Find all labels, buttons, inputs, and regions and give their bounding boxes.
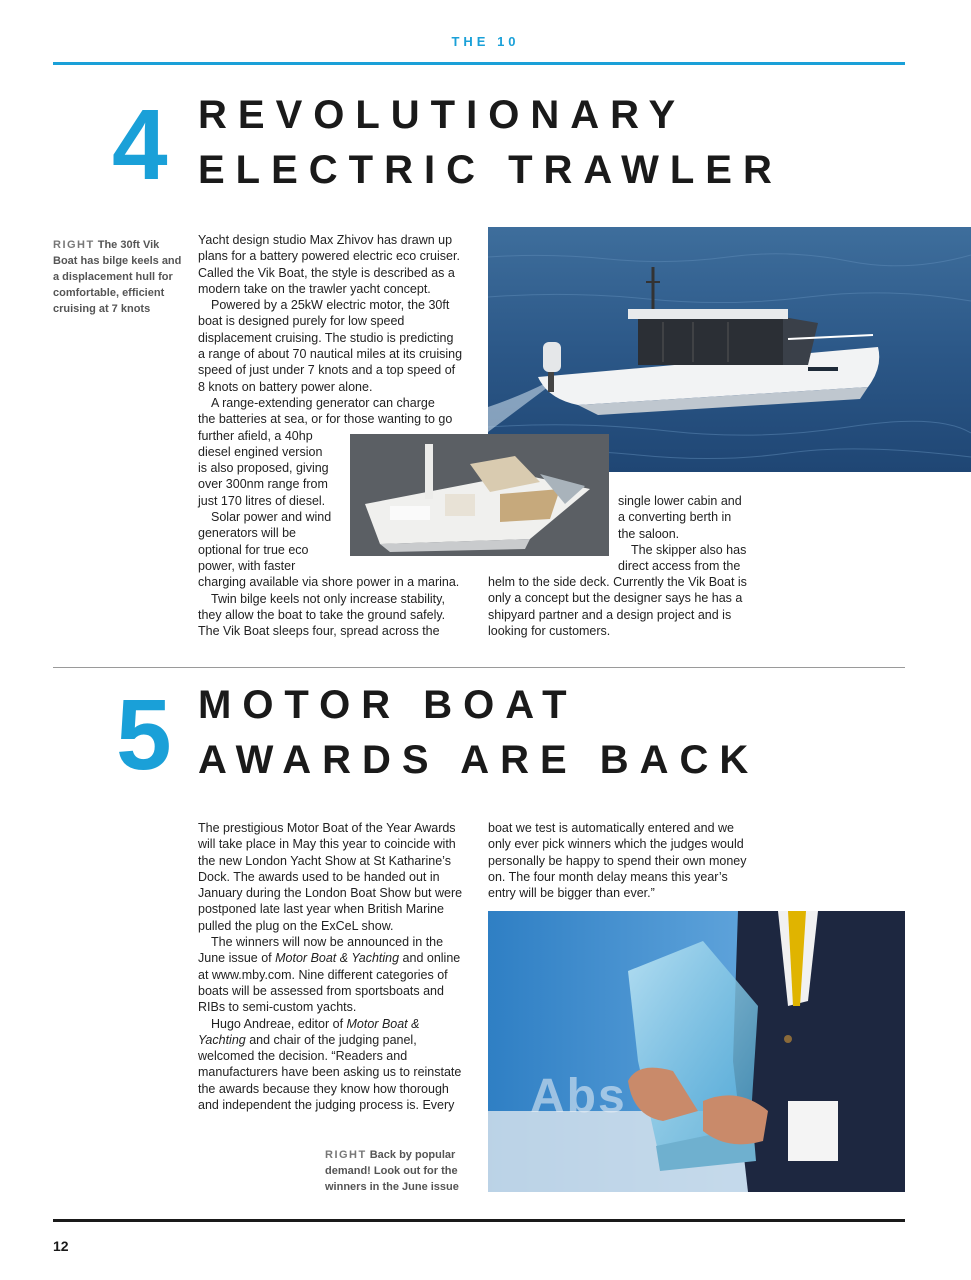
story-body-column-1: Yacht design studio Max Zhivov has drawn up plans for a battery powered electric eco cruiser. Called the Vik Boat, the style is described as a modern take on the trawler yacht concept. Powered by a 25kW electric motor, the 30ft boat is designed purely for low speed displacement cruising. The studio is predicting a range of about 70 nautical miles at its cruising speed of just under 7 knots and a top speed of 8 knots on battery power alone. A range-extending generator can charge the batteries at sea, or for those wanting to go further afield, a 40hp diesel engined version is also proposed, giving over 300nm range from just 170 litres of diesel. Solar power and wind generators will be optional for true eco power, with faster charging available via shore power in a marina. Twin bilge keels not only increase stability, they allow the boat to take the ground safely. The Vik Boat sleeps four, spread across the	[198, 233, 463, 639]
story-headline-line1: REVOLUTIONARY	[198, 93, 687, 137]
section-divider	[53, 667, 905, 668]
header-rule	[53, 62, 905, 65]
footer-rule	[53, 1219, 905, 1222]
story-headline-line2: AWARDS ARE BACK	[198, 738, 760, 782]
photo-caption: RIGHT Back by popular demand! Look out for the winners in the June issue	[325, 1149, 459, 1193]
photo-sign-text: Abs	[530, 1070, 627, 1123]
story-body-column-2a: single lower cabin and a converting berth in the saloon. The skipper also has direct access from the	[618, 494, 747, 574]
page-number: 12	[53, 1238, 69, 1254]
story-body-column-1: The prestigious Motor Boat of the Year Awards will take place in May this year to coincide with the new London Yacht Show at St Katharine’s Dock. The awards used to be handed out in January during the London Boat Show but were postponed late last year when British Marine pulled the plug on the ExCeL show. The winners will now be announced in the June issue of Motor Boat & Yachting and online at www.mby.com. Nine different categories of boats will be assessed from sportsboats and RIBs to semi-custom yachts. Hugo Andreae, editor of Motor Boat & Yachting and chair of the judging panel, welcomed the decision. “Readers and manufacturers have been asking us to reinstate the awards because they know how thorough and independent the judging process is. Every	[198, 821, 463, 1113]
photo-caption: RIGHT The 30ft Vik Boat has bilge keels and a displacement hull for comfortable, efficient cruising at 7 knots	[53, 239, 182, 315]
story-number: 4	[112, 89, 168, 201]
trophy-photo	[488, 911, 905, 1192]
story-headline-line2: ELECTRIC TRAWLER	[198, 148, 783, 192]
caption-tag: RIGHT	[53, 239, 95, 251]
story-body-column-2: boat we test is automatically entered and we only ever pick winners which the judges would personally be happy to spend their own money on. The four month delay means this year’s entry will be bigger than ever.”	[488, 821, 747, 901]
section-label: THE 10	[451, 34, 520, 49]
story-number: 5	[116, 679, 172, 791]
story-body-column-2b: helm to the side deck. Currently the Vik Boat is only a concept but the designer says he has a shipyard partner and a design project and is looking for customers.	[488, 575, 747, 638]
story-headline-line1: MOTOR BOAT	[198, 683, 578, 727]
caption-tag: RIGHT	[325, 1149, 367, 1161]
